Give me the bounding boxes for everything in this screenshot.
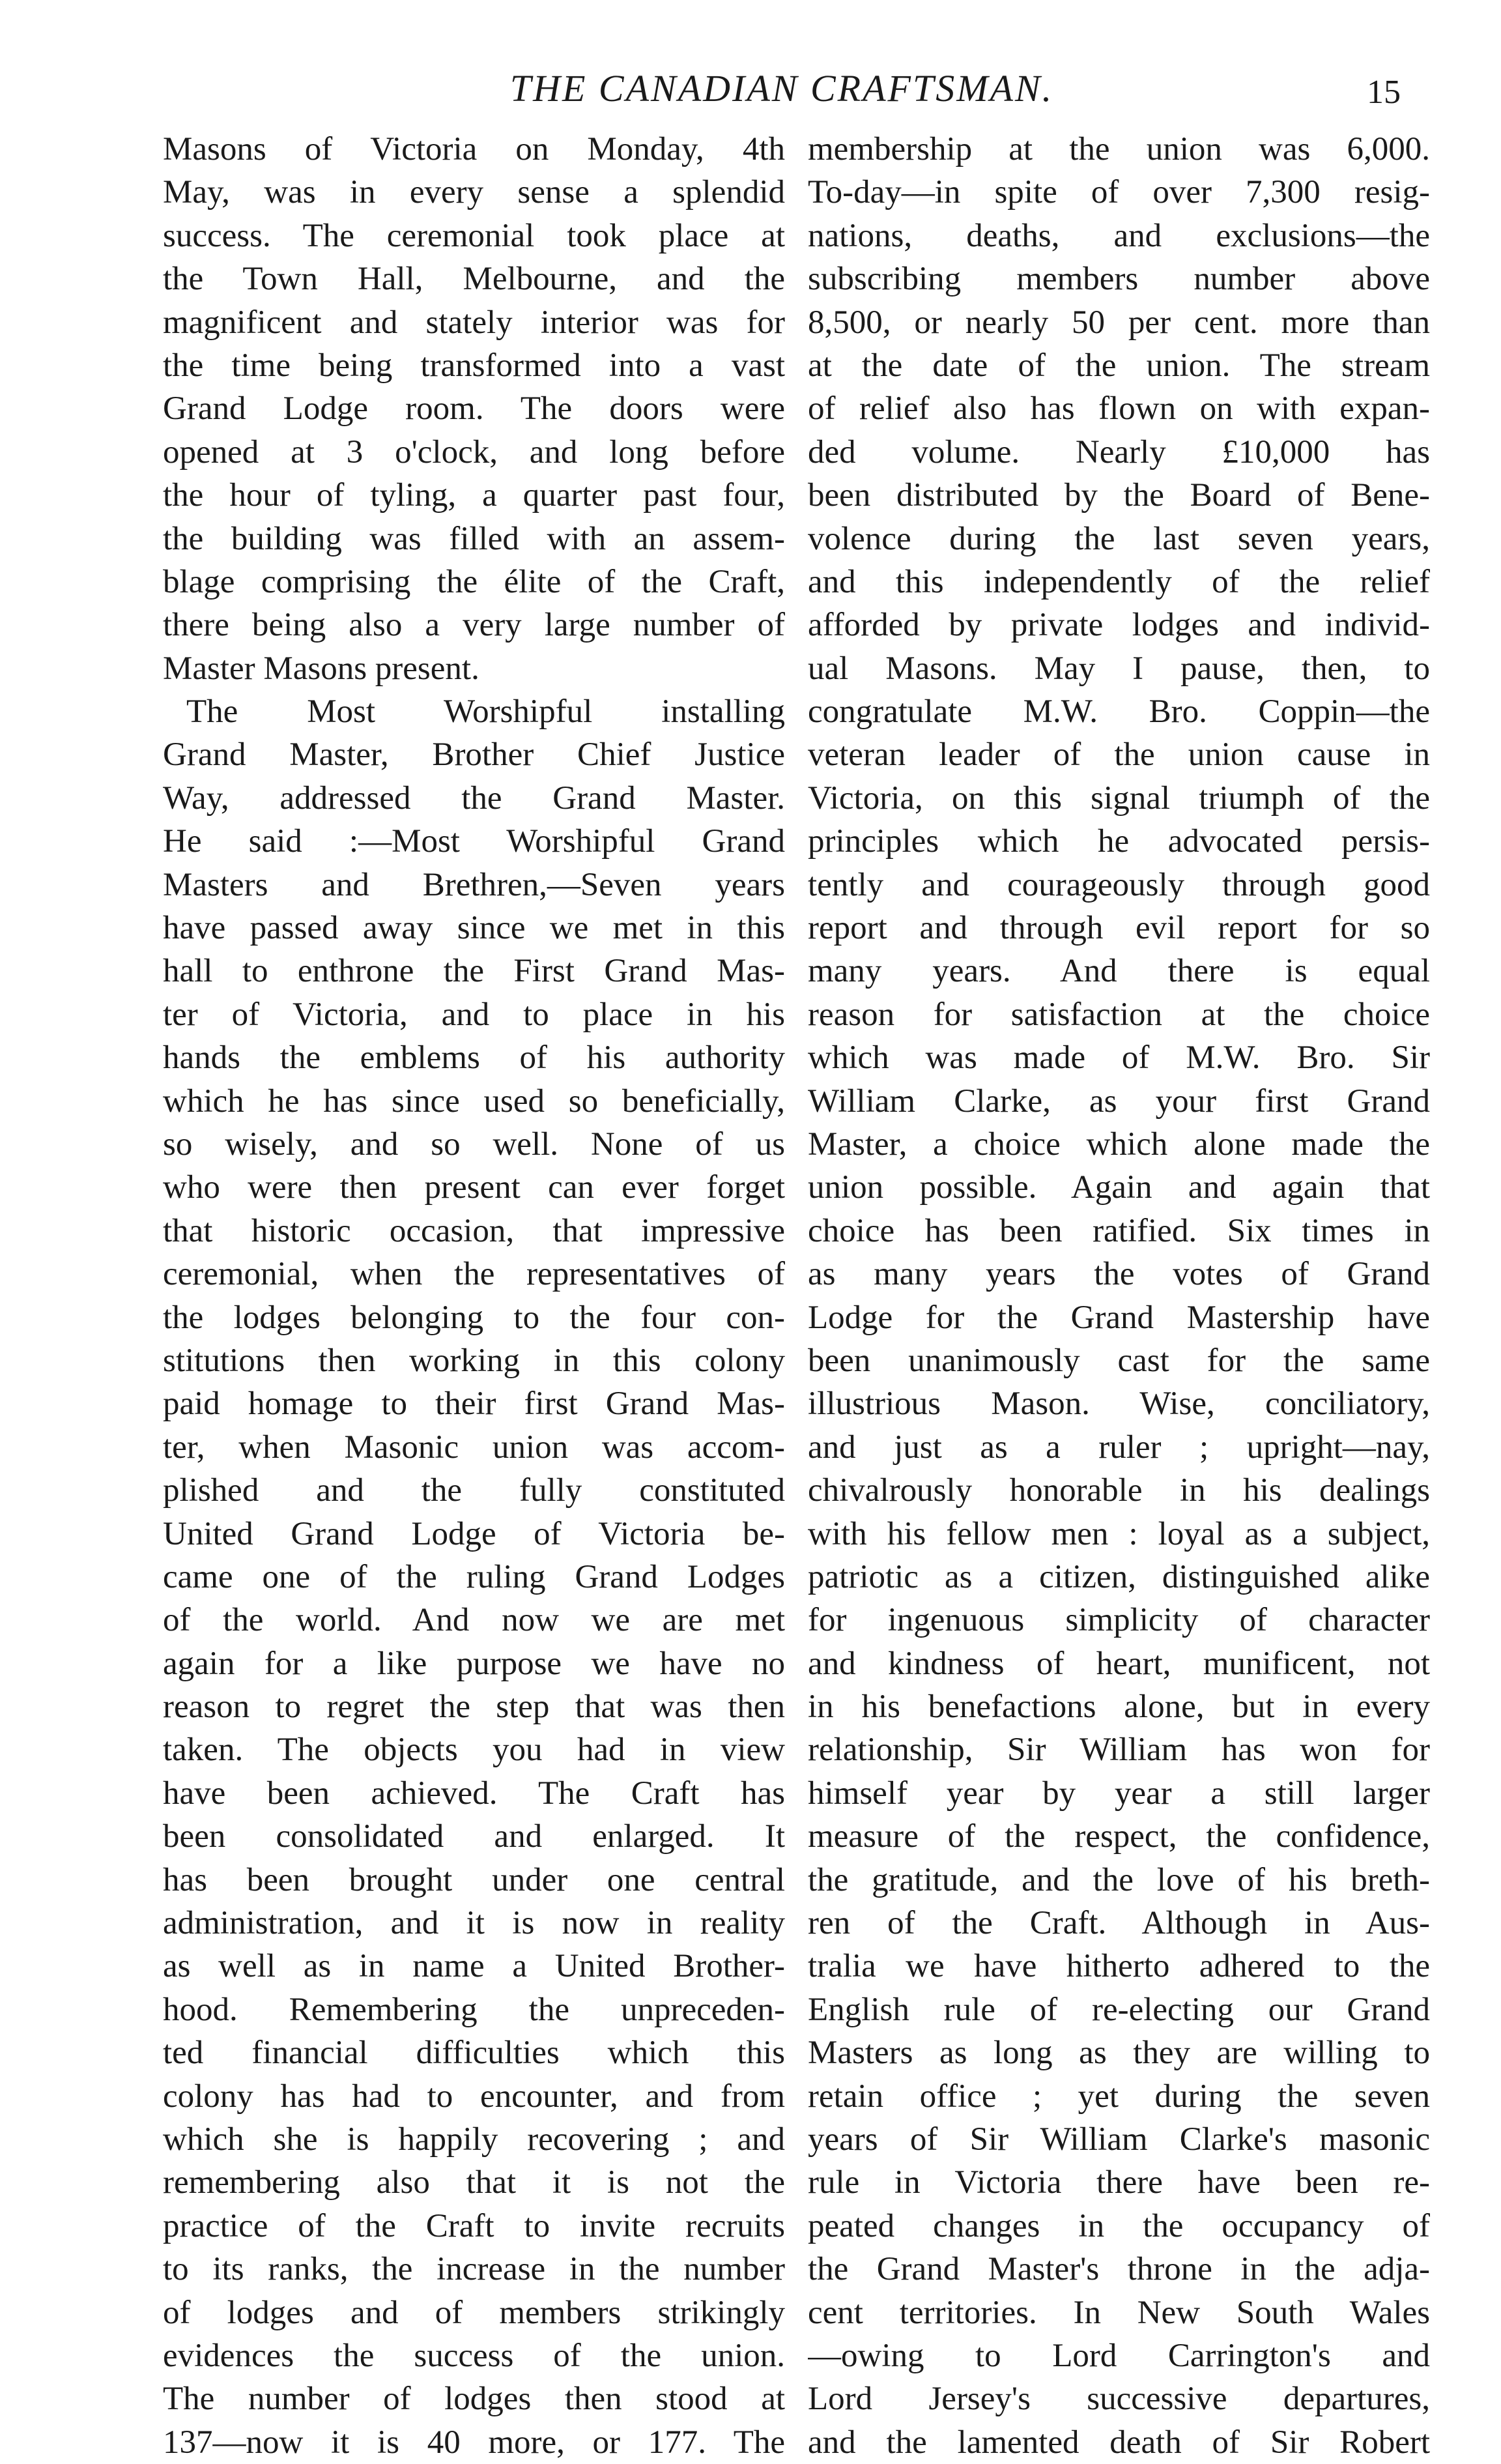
text-line: that historic occasion, that impressive (163, 1212, 785, 1249)
text-line: in his benefactions alone, but in every (808, 1689, 1430, 1726)
text-line: The number of lodges then stood at (163, 2381, 785, 2418)
text-line: again for a like purpose we have no (163, 1645, 785, 1682)
text-line: Masons of Victoria on Monday, 4th (163, 131, 785, 167)
text-line: been consolidated and enlarged. It (163, 1818, 785, 1855)
text-line: the gratitude, and the love of his breth- (808, 1861, 1430, 1898)
text-line: subscribing members number above (808, 261, 1430, 298)
text-line: stitutions then working in this colony (163, 1342, 785, 1379)
text-line: veteran leader of the union cause in (808, 736, 1430, 774)
text-line: came one of the ruling Grand Lodges (163, 1558, 785, 1595)
text-line: and kindness of heart, munificent, not (808, 1645, 1430, 1682)
text-line: plished and the fully constituted (163, 1472, 785, 1509)
text-line: ded volume. Nearly £10,000 has (808, 433, 1430, 471)
text-line: of relief also has flown on with expan- (808, 390, 1430, 428)
text-line: as many years the votes of Grand (808, 1256, 1430, 1293)
text-line: there being also a very large number of (163, 607, 785, 644)
text-line: tralia we have hitherto adhered to the (808, 1948, 1430, 1985)
text-line: the building was filled with an assem- (163, 520, 785, 557)
text-line: for ingenuous simplicity of character (808, 1602, 1430, 1639)
text-line: rule in Victoria there have been re- (808, 2164, 1430, 2201)
text-line: Way, addressed the Grand Master. (163, 779, 785, 817)
text-line: has been brought under one central (163, 1861, 785, 1898)
text-line: union possible. Again and again that (808, 1169, 1430, 1206)
text-line: reason for satisfaction at the choice (808, 996, 1430, 1033)
text-line: ceremonial, when the representatives of (163, 1256, 785, 1293)
text-line: illustrious Mason. Wise, conciliatory, (808, 1385, 1430, 1423)
text-line: Lodge for the Grand Mastership have (808, 1299, 1430, 1336)
text-line: William Clarke, as your first Grand (808, 1082, 1430, 1120)
text-line: retain office ; yet during the seven (808, 2078, 1430, 2115)
text-line: and this independently of the relief (808, 563, 1430, 600)
page-header (163, 63, 1401, 121)
text-line: magnificent and stately interior was for (163, 304, 785, 341)
text-line: of lodges and of members strikingly (163, 2294, 785, 2331)
text-line: colony has had to encounter, and from (163, 2078, 785, 2115)
text-line: afforded by private lodges and individ- (808, 607, 1430, 644)
text-line: the Grand Master's throne in the adja- (808, 2251, 1430, 2288)
text-line: May, was in every sense a splendid (163, 174, 785, 211)
text-line: ter of Victoria, and to place in his (163, 996, 785, 1033)
text-line: Master, a choice which alone made the (808, 1125, 1430, 1163)
text-line: nations, deaths, and exclusions—the (808, 217, 1430, 254)
text-line: paid homage to their first Grand Mas- (163, 1385, 785, 1423)
text-line: practice of the Craft to invite recruits (163, 2207, 785, 2244)
text-line: the Town Hall, Melbourne, and the (163, 261, 785, 298)
text-line: tently and courageously through good (808, 866, 1430, 903)
text-line: congratulate M.W. Bro. Coppin—the (808, 693, 1430, 731)
text-line: Grand Lodge room. The doors were (163, 390, 785, 428)
text-line: measure of the respect, the confidence, (808, 1818, 1430, 1855)
text-line: To-day—in spite of over 7,300 resig- (808, 174, 1430, 211)
text-line: so wisely, and so well. None of us (163, 1125, 785, 1163)
text-line: principles which he advocated persis- (808, 823, 1430, 860)
text-line: with his fellow men : loyal as a subject, (808, 1515, 1430, 1552)
text-line: report and through evil report for so (808, 910, 1430, 947)
text-line: Masters and Brethren,—Seven years (163, 866, 785, 903)
text-line: who were then present can ever forget (163, 1169, 785, 1206)
right-column (808, 128, 1430, 2464)
text-line: —owing to Lord Carrington's and (808, 2337, 1430, 2374)
text-line: himself year by year a still larger (808, 1775, 1430, 1812)
text-line: been unanimously cast for the same (808, 1342, 1430, 1379)
text-line: and the lamented death of Sir Robert (808, 2424, 1430, 2461)
text-line: the time being transformed into a vast (163, 347, 785, 384)
text-line: Master Masons present. (163, 650, 479, 687)
text-line: hands the emblems of his authority (163, 1039, 785, 1077)
left-column (163, 128, 785, 2464)
text-line: Grand Master, Brother Chief Justice (163, 736, 785, 774)
text-line: English rule of re-electing our Grand (808, 1991, 1430, 2028)
text-line: peated changes in the occupancy of (808, 2207, 1430, 2244)
text-line: which she is happily recovering ; and (163, 2121, 785, 2158)
text-line: reason to regret the step that was then (163, 1689, 785, 1726)
text-line: which was made of M.W. Bro. Sir (808, 1039, 1430, 1077)
text-line: at the date of the union. The stream (808, 347, 1430, 384)
text-line: patriotic as a citizen, distinguished alike (808, 1558, 1430, 1595)
text-line: ted financial difficulties which this (163, 2035, 785, 2072)
text-line: remembering also that it is not the (163, 2164, 785, 2201)
text-line: hall to enthrone the First Grand Mas- (163, 953, 785, 990)
text-line: and just as a ruler ; upright—nay, (808, 1428, 1430, 1466)
text-line: The Most Worshipful installing (186, 693, 785, 731)
text-line: He said :—Most Worshipful Grand (163, 823, 785, 860)
text-line: volence during the last seven years, (808, 520, 1430, 557)
text-line: the lodges belonging to the four con- (163, 1299, 785, 1336)
text-line: hood. Remembering the unpreceden- (163, 1991, 785, 2028)
text-line: membership at the union was 6,000. (808, 131, 1430, 167)
text-line: Lord Jersey's successive departures, (808, 2381, 1430, 2418)
text-line: ual Masons. May I pause, then, to (808, 650, 1430, 687)
text-line: evidences the success of the union. (163, 2337, 785, 2374)
text-line: chivalrously honorable in his dealings (808, 1472, 1430, 1509)
text-line: to its ranks, the increase in the number (163, 2251, 785, 2288)
text-line: United Grand Lodge of Victoria be- (163, 1515, 785, 1552)
text-line: which he has since used so beneficially, (163, 1082, 785, 1120)
text-line: the hour of tyling, a quarter past four, (163, 477, 785, 514)
text-line: choice has been ratified. Six times in (808, 1212, 1430, 1249)
text-line: have passed away since we met in this (163, 910, 785, 947)
text-line: taken. The objects you had in view (163, 1732, 785, 1769)
text-line: been distributed by the Board of Bene- (808, 477, 1430, 514)
text-line: cent territories. In New South Wales (808, 2294, 1430, 2331)
page-number: 15 (1367, 74, 1401, 111)
text-line: of the world. And now we are met (163, 1602, 785, 1639)
text-line: opened at 3 o'clock, and long before (163, 433, 785, 471)
text-line: 137—now it is 40 more, or 177. The (163, 2424, 785, 2461)
text-line: success. The ceremonial took place at (163, 217, 785, 254)
text-line: ter, when Masonic union was accom- (163, 1428, 785, 1466)
running-title: THE CANADIAN CRAFTSMAN. (509, 67, 1054, 109)
text-line: Masters as long as they are willing to (808, 2035, 1430, 2072)
text-line: 8,500, or nearly 50 per cent. more than (808, 304, 1430, 341)
text-line: years of Sir William Clarke's masonic (808, 2121, 1430, 2158)
text-line: administration, and it is now in reality (163, 1905, 785, 1942)
text-line: have been achieved. The Craft has (163, 1775, 785, 1812)
text-line: blage comprising the élite of the Craft, (163, 563, 785, 600)
text-line: relationship, Sir William has won for (808, 1732, 1430, 1769)
text-line: as well as in name a United Brother- (163, 1948, 785, 1985)
text-line: ren of the Craft. Although in Aus- (808, 1905, 1430, 1942)
text-line: many years. And there is equal (808, 953, 1430, 990)
text-line: Victoria, on this signal triumph of the (808, 779, 1430, 817)
